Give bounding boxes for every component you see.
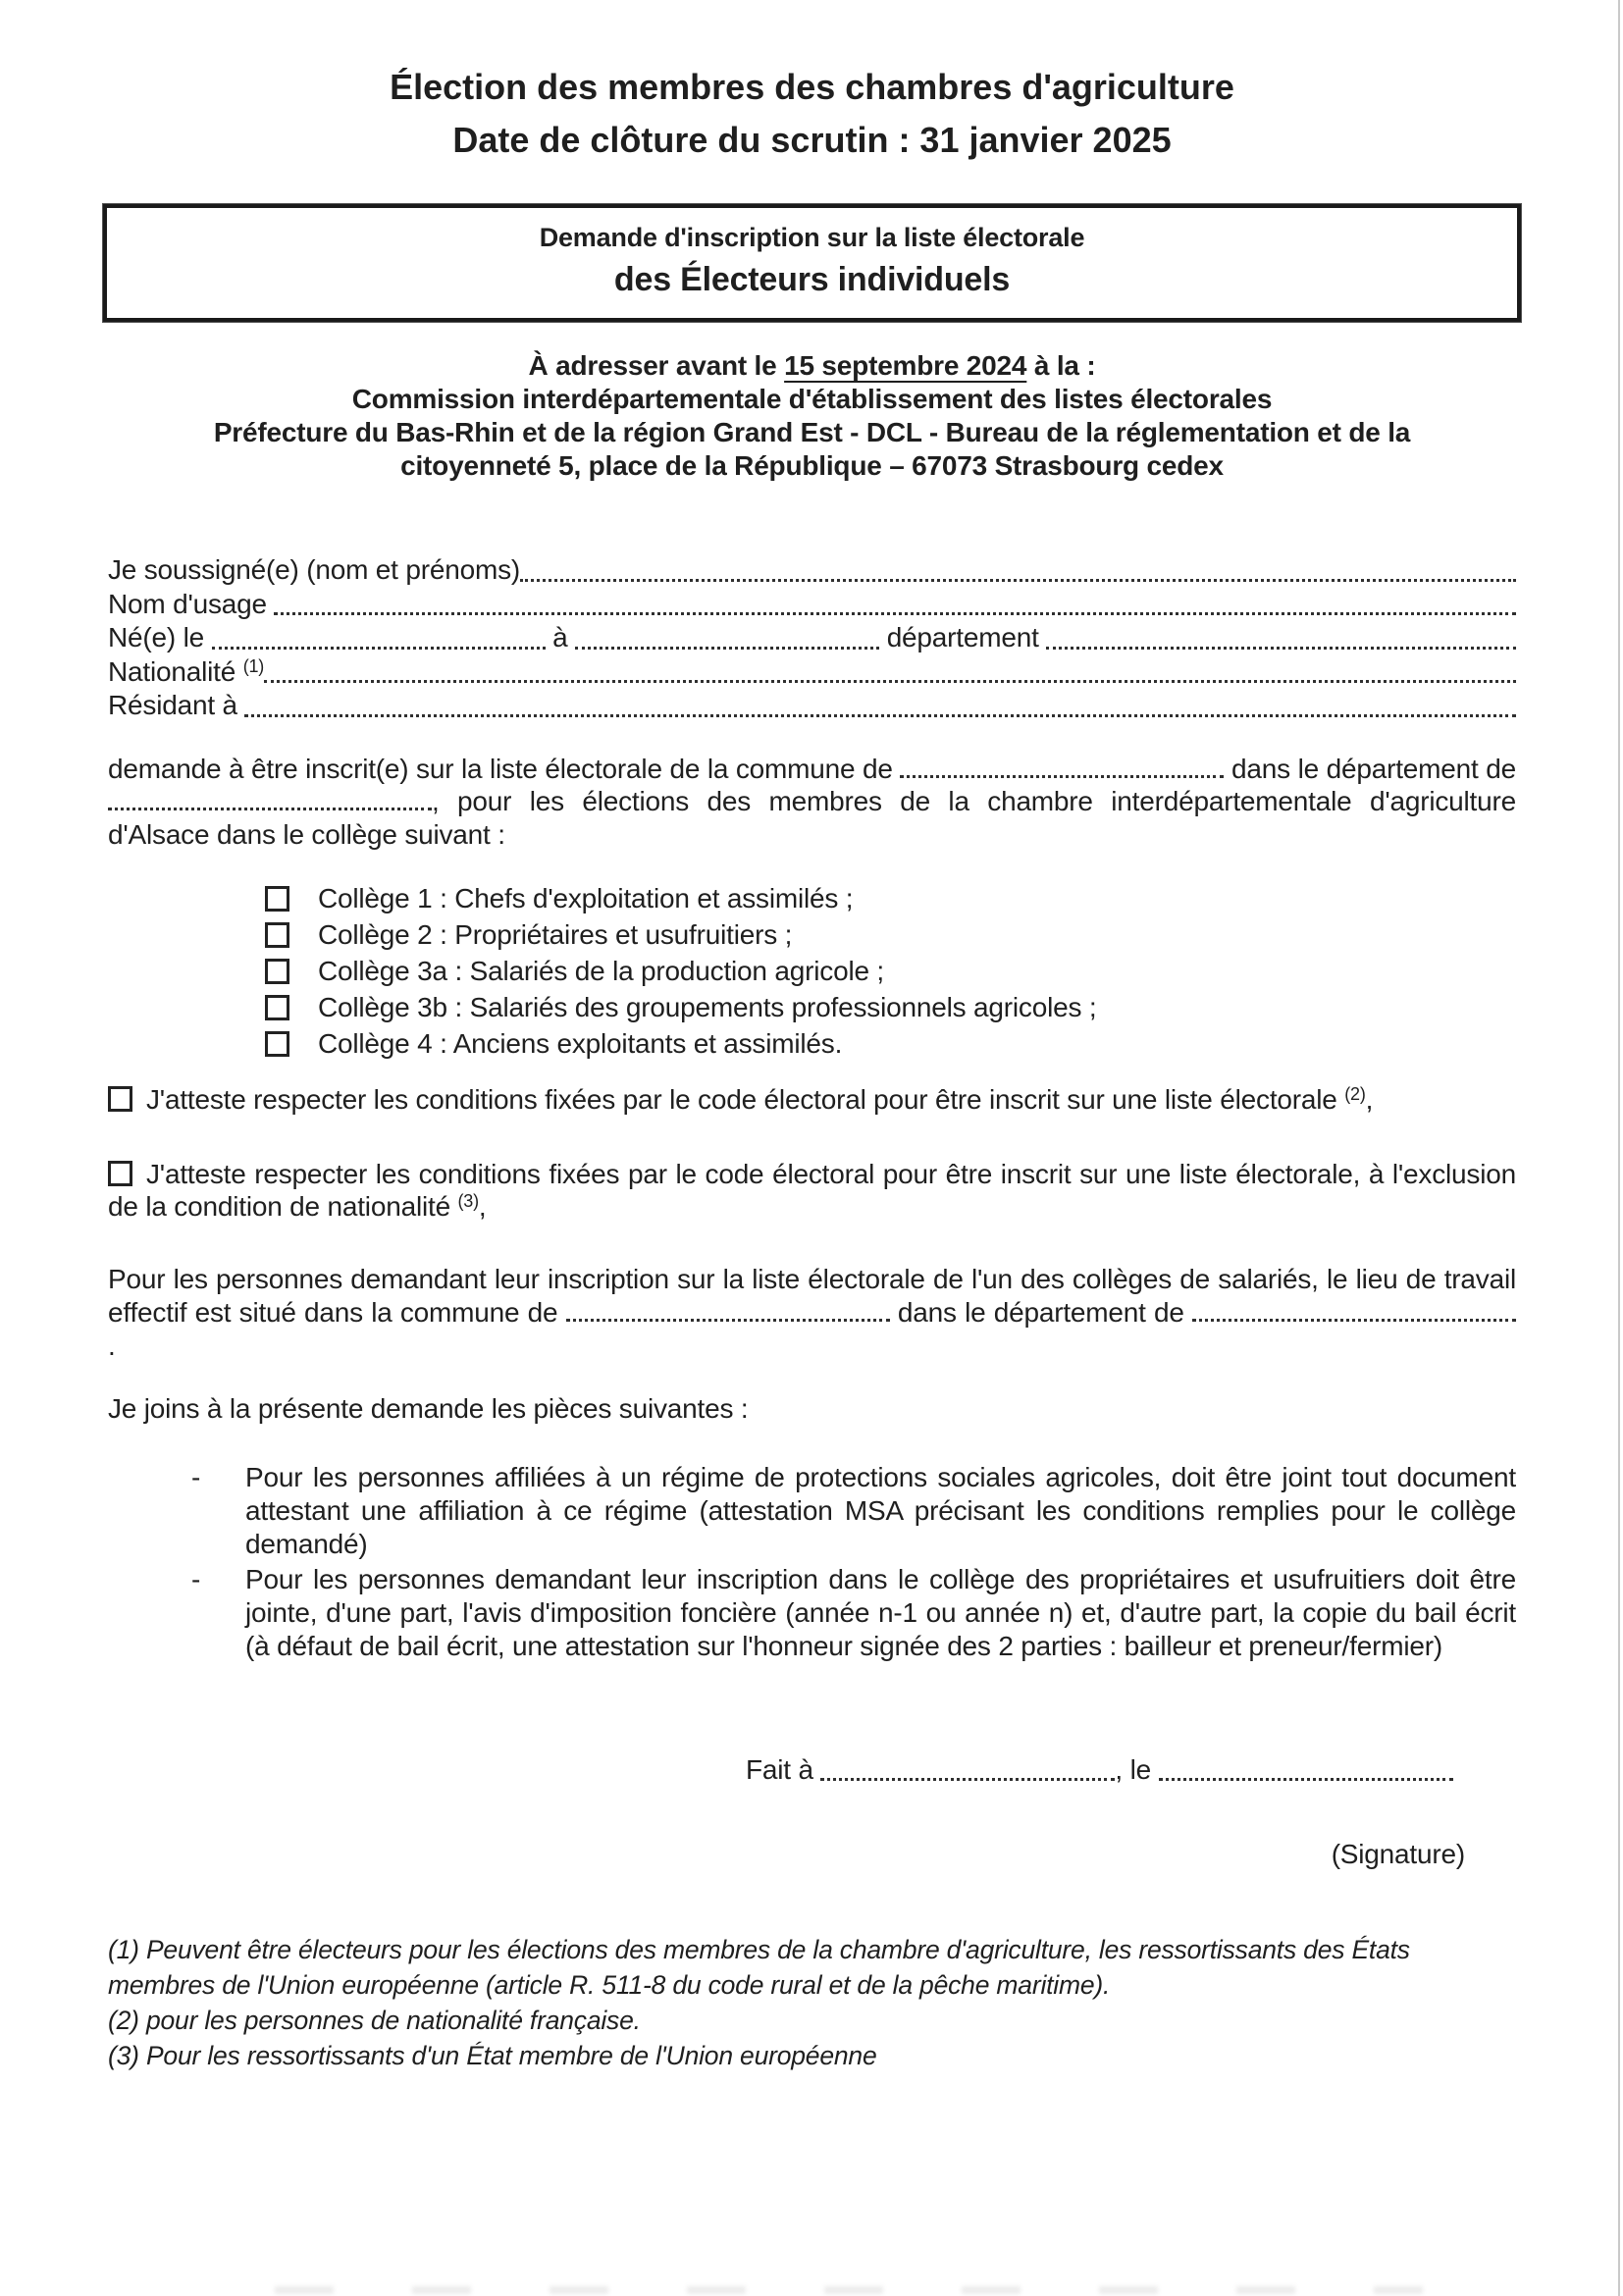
deadline-suffix: à la : [1026, 350, 1096, 381]
nationality-label: Nationalité $^{(1)}$ [108, 655, 265, 687]
request-part-1: demande à être inscrit(e) sur la liste électorale de la commune de [108, 753, 901, 784]
fait-place-input-line[interactable] [820, 1778, 1115, 1781]
box-line-2: des Électeurs individuels [613, 261, 1011, 298]
field-row-name [108, 553, 1516, 588]
workplace-part-2: dans le département de [889, 1296, 1192, 1328]
identity-fields [108, 553, 1516, 723]
usage-name-label: Nom d'usage [108, 588, 275, 619]
attestation-1: J'atteste respecter les conditions fixées par le code électoral pour être inscrit sur une liste électorale $^{(2)}$, [108, 1083, 1516, 1117]
college-option-1 [265, 884, 1516, 913]
work-commune-input-line[interactable] [566, 1315, 890, 1322]
le-label: , le [1115, 1753, 1159, 1785]
address-line-4: citoyenneté 5, place de la République – 67073 Strasbourg cedex [400, 450, 1224, 481]
residence-input-line[interactable] [244, 714, 1516, 717]
college-2-checkbox[interactable] [265, 922, 289, 948]
birth-place-input-line[interactable] [575, 647, 879, 650]
college-3a-checkbox[interactable] [265, 959, 289, 984]
address-line-2: Commission interdépartementale d'établissement des listes électorales [351, 384, 1273, 414]
attachment-item-2-text: Pour les personnes demandant leur inscription dans le collège des propriétaires et usufruitiers doit être jointe, d'une part, l'avis d'imposition foncière (année n-1 ou année n) et, d'autre part, la copie du bail écrit (à défaut de bail écrit, une attestation sur l'honneur signée des 2 parties : bailleur et preneur/fermier) [245, 1563, 1516, 1661]
workplace-paragraph [108, 1263, 1516, 1363]
birth-date-input-line[interactable] [212, 647, 546, 650]
attachment-item-1-text: Pour les personnes affiliées à un régime de protections sociales agricoles, doit être joint tout document attestant une affiliation à ce régime (attestation MSA précisant les conditions remplies pour le collège demandé) [245, 1461, 1516, 1559]
bullet-dash-2: - [191, 1563, 201, 1594]
college-option-3a [265, 957, 1516, 985]
departement-input-line[interactable] [108, 804, 432, 810]
deadline-date: 15 septembre 2024 [784, 350, 1027, 381]
college-option-3b [265, 993, 1516, 1021]
scan-bottom-artifact [275, 2286, 1423, 2294]
born-at-label: à [545, 622, 576, 652]
form-type-box [103, 204, 1521, 322]
born-dept-label: département [879, 622, 1047, 652]
college-3b-checkbox[interactable] [265, 995, 289, 1020]
request-paragraph [108, 753, 1516, 852]
attestation-2: J'atteste respecter les conditions fixées par le code électoral pour être inscrit sur une liste électorale, à l'exclusion de la condition de nationalité $^{(3)}$, [108, 1158, 1516, 1222]
field-row-usage-name [108, 588, 1516, 622]
request-part-2: dans le département de [1224, 753, 1516, 784]
attachments-intro: Je joins à la présente demande les pièces suivantes : [108, 1392, 749, 1424]
workplace-part-1: Pour les personnes demandant leur inscription sur la liste électorale de l'un des collèges de salariés, le lieu de travail effectif est situé dans la commune de [108, 1263, 1516, 1328]
deadline-prefix: À adresser avant le [528, 350, 785, 381]
nationality-footnote-ref: (1) [242, 655, 265, 676]
workplace-part-3: . [108, 1330, 116, 1361]
footnote-1: (1) Peuvent être électeurs pour les élections des membres de la chambre d'agriculture, les ressortissants des États membres de l'Union européenne (article R. 511-8 du code rural et de la pêche maritime). [108, 1934, 1410, 2000]
field-row-nationality [108, 655, 1516, 690]
college-2-label: Collège 2 : Propriétaires et usufruitiers ; [318, 919, 793, 950]
footnotes [108, 1932, 1516, 2073]
college-1-label: Collège 1 : Chefs d'exploitation et assimilés ; [318, 883, 854, 913]
attestation-1-checkbox[interactable] [108, 1086, 132, 1112]
attachment-item-1 [108, 1461, 1516, 1561]
name-label: Je soussigné(e) (nom et prénoms) [108, 554, 520, 585]
attachment-item-2 [108, 1563, 1516, 1663]
attestation-2-text: J'atteste respecter les conditions fixées par le code électoral pour être inscrit sur une liste électorale, à l'exclusion de la condition de nationalité [108, 1158, 1516, 1222]
college-option-4 [265, 1029, 1516, 1058]
address-block [108, 349, 1516, 483]
page-title [108, 61, 1516, 167]
college-list [108, 884, 1516, 1058]
attestation-2-footnote-ref: (3) [457, 1191, 479, 1211]
usage-name-input-line[interactable] [274, 612, 1516, 615]
scan-edge-artifact [1618, 0, 1620, 2296]
resident-label: Résidant à [108, 690, 245, 720]
signature-label: (Signature) [1331, 1838, 1465, 1869]
field-row-residence [108, 689, 1516, 723]
attestation-2-checkbox[interactable] [108, 1161, 132, 1186]
request-part-3: , pour les élections des membres de la chambre interdépartementale d'agriculture d'Alsace dans le collège suivant : [108, 786, 1516, 850]
commune-input-line[interactable] [900, 771, 1224, 778]
college-3b-label: Collège 3b : Salariés des groupements professionnels agricoles ; [318, 992, 1097, 1022]
college-1-checkbox[interactable] [265, 886, 289, 912]
college-4-checkbox[interactable] [265, 1031, 289, 1057]
title-line-1: Élection des membres des chambres d'agriculture [390, 67, 1234, 107]
nationality-input-line[interactable] [264, 680, 1516, 683]
college-3a-label: Collège 3a : Salariés de la production agricole ; [318, 956, 884, 986]
college-option-2 [265, 920, 1516, 949]
footnote-2: (2) pour les personnes de nationalité française. [108, 2005, 641, 2035]
bullet-dash-1: - [191, 1461, 201, 1492]
place-date-line [746, 1753, 1516, 1787]
name-input-line[interactable] [520, 579, 1516, 582]
title-line-2: Date de clôture du scrutin : 31 janvier 2025 [452, 120, 1172, 160]
box-line-1: Demande d'inscription sur la liste électorale [539, 223, 1085, 252]
attestation-1-text: J'atteste respecter les conditions fixées par le code électoral pour être inscrit sur une liste électorale [146, 1084, 1345, 1115]
college-4-label: Collège 4 : Anciens exploitants et assimilés. [318, 1028, 843, 1059]
address-line-1 [108, 349, 1516, 383]
attachments-list [108, 1461, 1516, 1663]
work-departement-input-line[interactable] [1192, 1315, 1516, 1322]
attestation-1-footnote-ref: (2) [1344, 1084, 1366, 1104]
fait-a-label: Fait à [746, 1753, 821, 1785]
fait-date-input-line[interactable] [1159, 1778, 1453, 1781]
footnote-3: (3) Pour les ressortissants d'un État membre de l'Union européenne [108, 2040, 877, 2070]
birth-dept-input-line[interactable] [1046, 647, 1516, 650]
field-row-birth [108, 621, 1516, 655]
address-line-3: Préfecture du Bas-Rhin et de la région Grand Est - DCL - Bureau de la réglementation et de la [213, 417, 1411, 447]
born-label: Né(e) le [108, 622, 212, 652]
